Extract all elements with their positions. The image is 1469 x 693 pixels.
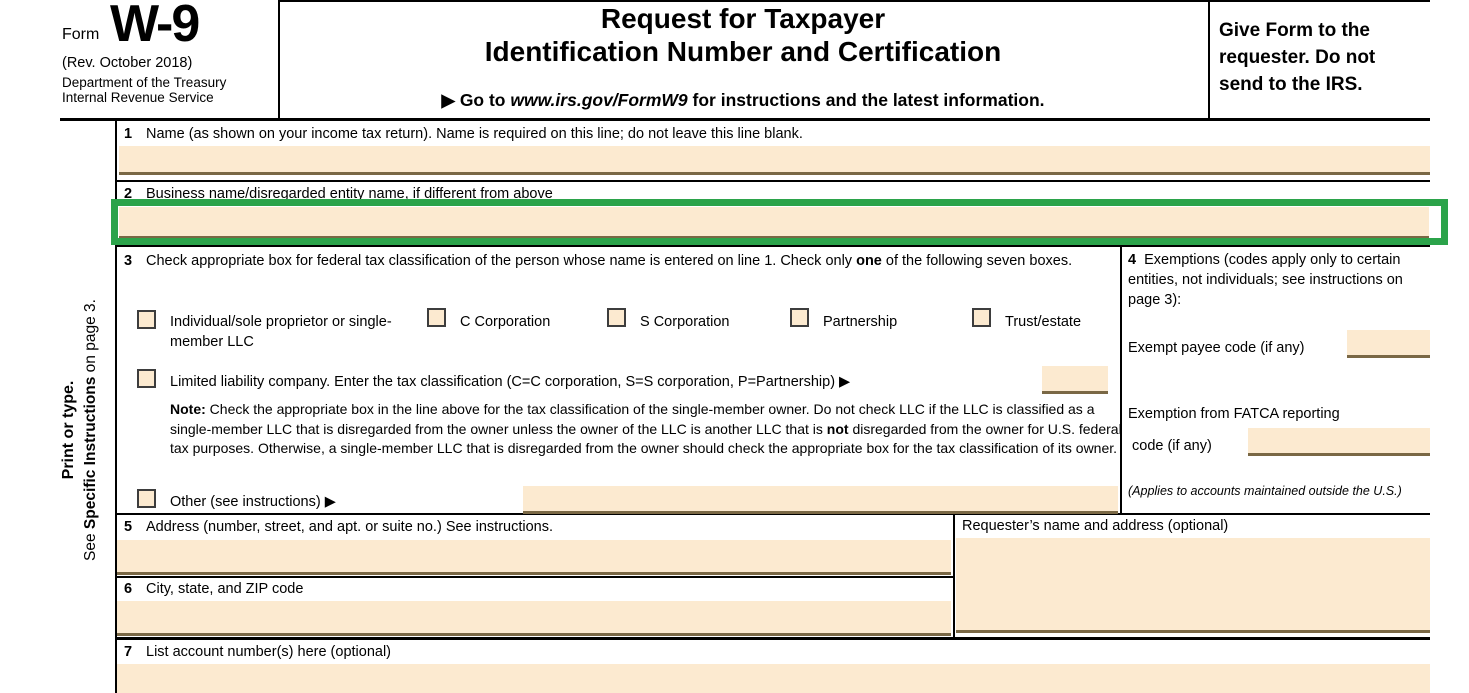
column-divider-5-requester (953, 513, 955, 637)
service-line: Internal Revenue Service (62, 90, 214, 105)
checkbox-other-label: Other (see instructions) ▶ (170, 494, 336, 510)
checkbox-c-corporation-label: C Corporation (460, 314, 551, 330)
account-numbers-input[interactable] (117, 664, 1430, 693)
sidebar-line2: See Specific Instructions on page 3. (82, 299, 99, 561)
form-word: Form (62, 26, 100, 43)
line3-note: Note: Check the appropriate box in the line above for the tax classification of the single-member owner. Do not check LLC if the LLC is classified as a single-member LLC that is disregarded from the owner unless the owner of the LLC is another LLC that is not disregarded from the owner for U.S. federal tax purposes. Otherwise, a single-member LLC that is disregarded from the owner should check the appropriate box for the tax classification of its owner. (170, 401, 1122, 456)
form-subtitle (280, 90, 1206, 111)
line3-label-text: Check appropriate box for federal tax classification of the person whose name is entered on line 1. Check only one of the following seven boxes. (146, 253, 1073, 269)
form-title-line1: Request for Taxpayer (600, 3, 886, 34)
checkbox-individual-sole-proprietor[interactable] (137, 310, 156, 329)
checkbox-c-corporation[interactable] (427, 308, 446, 327)
row-divider-5-6 (115, 576, 953, 578)
checkbox-s-corporation[interactable] (607, 308, 626, 327)
name-input[interactable] (119, 146, 1430, 175)
exempt-payee-label: Exempt payee code (if any) (1128, 340, 1305, 356)
row-divider-2 (115, 245, 1430, 247)
header-divider-left (278, 0, 280, 119)
checkbox-partnership[interactable] (790, 308, 809, 327)
sidebar-line1: Print or type. (60, 380, 77, 480)
checkbox-trust-estate-label: Trust/estate (1005, 314, 1082, 330)
checkbox-llc[interactable] (137, 369, 156, 388)
llc-classification-input[interactable] (1042, 366, 1108, 394)
other-description-input[interactable] (523, 486, 1118, 514)
active-field-highlight (111, 199, 1448, 245)
column-divider-3-4 (1120, 245, 1122, 513)
requester-label: Requester’s name and address (optional) (962, 518, 1229, 534)
form-title (280, 2, 1206, 68)
subtitle-prefix: ▶ Go to (441, 90, 511, 110)
header-top-rule (278, 0, 1430, 2)
line4-label: 4 Exemptions (codes apply only to certain entities, not individuals; see instructions on page 3): (1128, 252, 1403, 308)
city-state-zip-input[interactable] (117, 601, 951, 636)
fatca-code-input[interactable] (1248, 428, 1430, 456)
form-revision: (Rev. October 2018) (62, 55, 193, 71)
line1-label: 1 Name (as shown on your income tax return). Name is required on this line; do not leave this line blank. (124, 126, 803, 142)
checkbox-individual-label: Individual/sole proprietor or single-member LLC (170, 314, 392, 350)
department-line: Department of the Treasury (62, 75, 227, 90)
exempt-payee-code-input[interactable] (1347, 330, 1430, 358)
address-input[interactable] (117, 540, 951, 575)
header-bottom-rule (60, 118, 1430, 121)
row-divider-6-7 (115, 637, 1430, 640)
line6-label: 6 City, state, and ZIP code (124, 581, 304, 597)
applies-outside-us-note: (Applies to accounts maintained outside the U.S.) (1128, 484, 1402, 498)
header-divider-right (1208, 0, 1210, 119)
form-title-line2: Identification Number and Certification (484, 36, 1002, 67)
form-number-title: W-9 (110, 0, 199, 53)
checkbox-trust-estate[interactable] (972, 308, 991, 327)
fatca-label-line2: code (if any) (1132, 438, 1212, 454)
row-divider-1 (115, 180, 1430, 182)
fatca-label-line1: Exemption from FATCA reporting (1128, 406, 1340, 422)
line5-label: 5 Address (number, street, and apt. or suite no.) See instructions. (124, 519, 554, 535)
line3-label: 3 Check appropriate box for federal tax classification of the person whose name is entered on line 1. Check only one of the following seven boxes. (124, 251, 1124, 271)
print-or-type-sidebar (58, 224, 110, 636)
irs-form-url: www.irs.gov/FormW9 (510, 90, 688, 110)
line7-label: 7 List account number(s) here (optional) (124, 644, 392, 660)
requester-name-address-input[interactable] (956, 538, 1430, 633)
checkbox-other[interactable] (137, 489, 156, 508)
line2-label: 2 Business name/disregarded entity name, if different from above (124, 186, 553, 202)
subtitle-suffix: for instructions and the latest information. (687, 90, 1045, 110)
checkbox-partnership-label: Partnership (823, 314, 898, 330)
checkbox-llc-label: Limited liability company. Enter the tax classification (C=C corporation, S=S corporation, P=Partnership) ▶ (170, 374, 851, 390)
checkbox-s-corporation-label: S Corporation (640, 314, 730, 330)
give-form-note: Give Form to the requester. Do not send to the IRS. (1219, 20, 1376, 95)
